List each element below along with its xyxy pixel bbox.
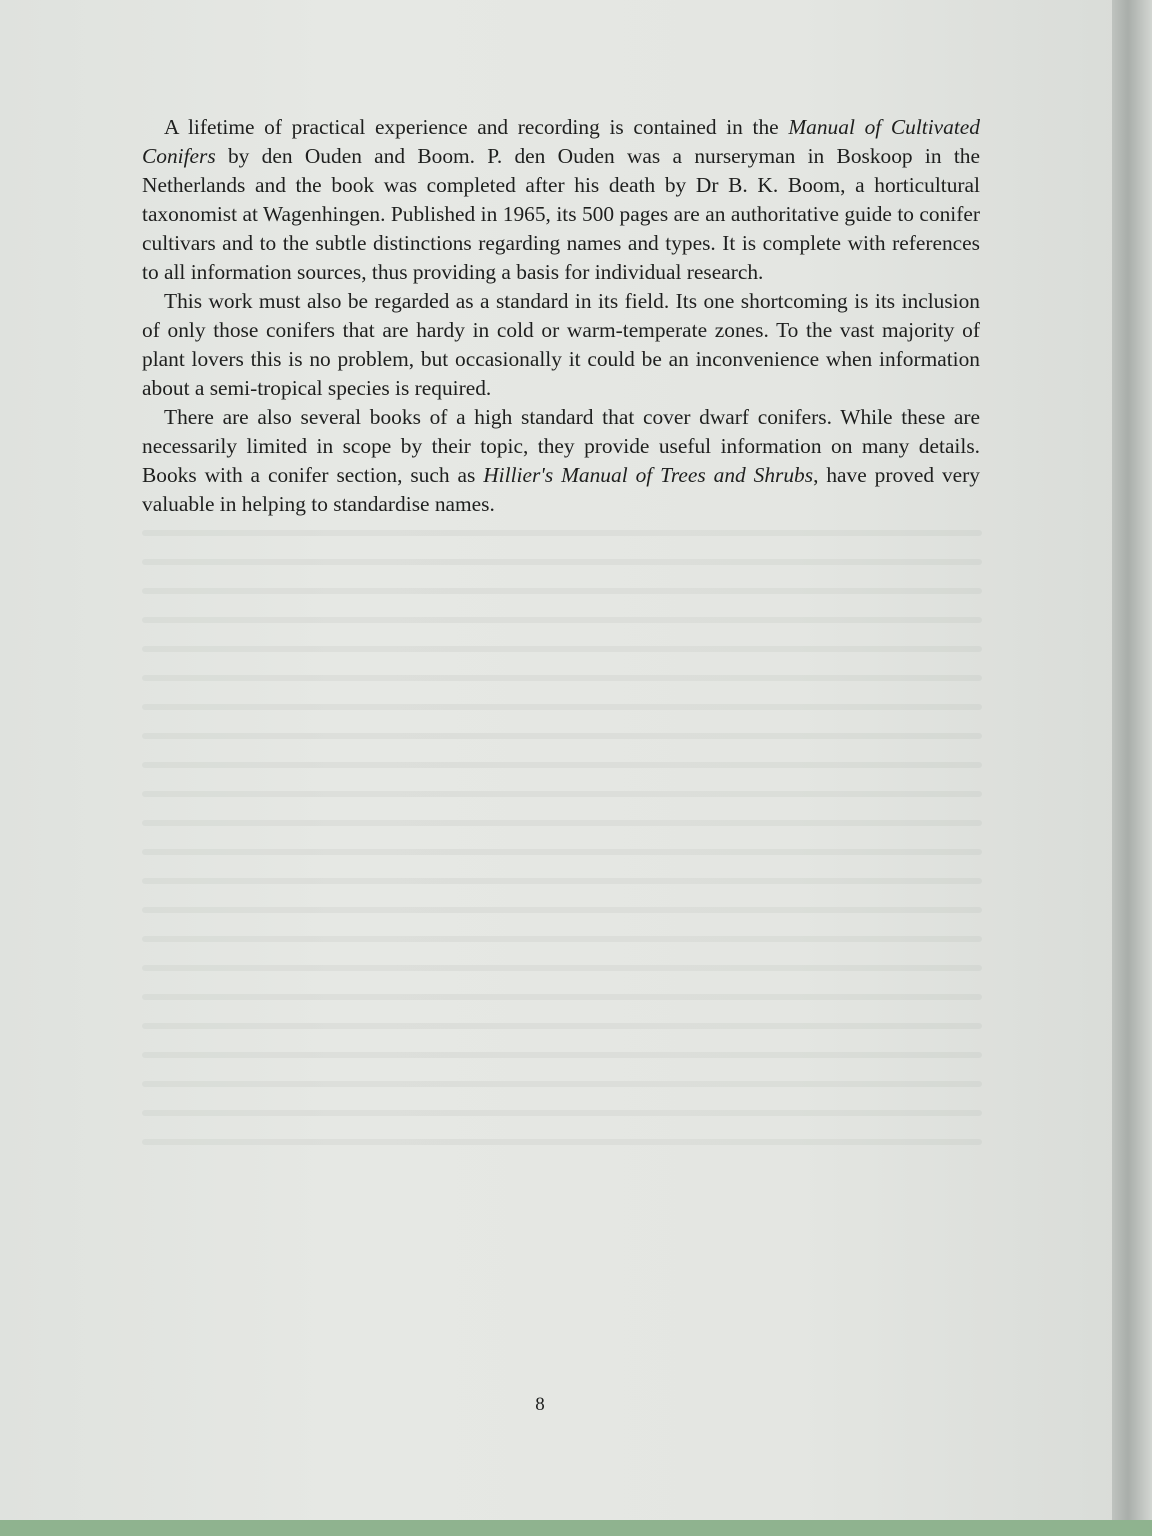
body-text bbox=[142, 113, 980, 519]
paragraph-2-text-1: This work must also be regarded as a standard in its field. Its one shortcoming is its inclusion of only those conifers that are hardy in cold or warm-temperate zones. To the vast majority of plant lovers this is no problem, but occasionally it could be an inconvenience when information about a semi-tropical species is required. bbox=[142, 289, 980, 400]
book-title-hilliers-manual: Hillier's Manual of Trees and Shrubs bbox=[483, 463, 814, 487]
paragraph-3-text-1: There are also several books of a high standard that cover dwarf conifers. While these are necessarily limited in scope by their topic, they provide useful information on many details. Books with a conifer section, such as bbox=[142, 405, 980, 487]
book-title-manual-of-cultivated-conifers: Manual of Cultivated Conifers bbox=[142, 115, 980, 168]
paragraph-3 bbox=[142, 403, 980, 519]
paragraph-2 bbox=[142, 287, 980, 403]
surface-edge bbox=[0, 1520, 1152, 1536]
book-spine-edge bbox=[1112, 0, 1152, 1536]
show-through-text bbox=[142, 530, 982, 1168]
paragraph-1 bbox=[142, 113, 980, 287]
page-number: 8 bbox=[535, 1394, 545, 1415]
paragraph-3-text-2: , have proved very valuable in helping to standardise names. bbox=[142, 463, 980, 516]
paragraph-1-text-1: A lifetime of practical experience and recording is contained in the bbox=[164, 115, 789, 139]
paragraph-1-text-2: by den Ouden and Boom. P. den Ouden was a nurseryman in Boskoop in the Netherlands and the book was completed after his death by Dr B. K. Boom, a horticultural taxonomist at Wagenhingen. Published in 1965, its 500 pages are an authoritative guide to conifer cultivars and to the subtle distinctions regarding names and types. It is complete with references to all information sources, thus providing a basis for individual research. bbox=[142, 144, 980, 284]
